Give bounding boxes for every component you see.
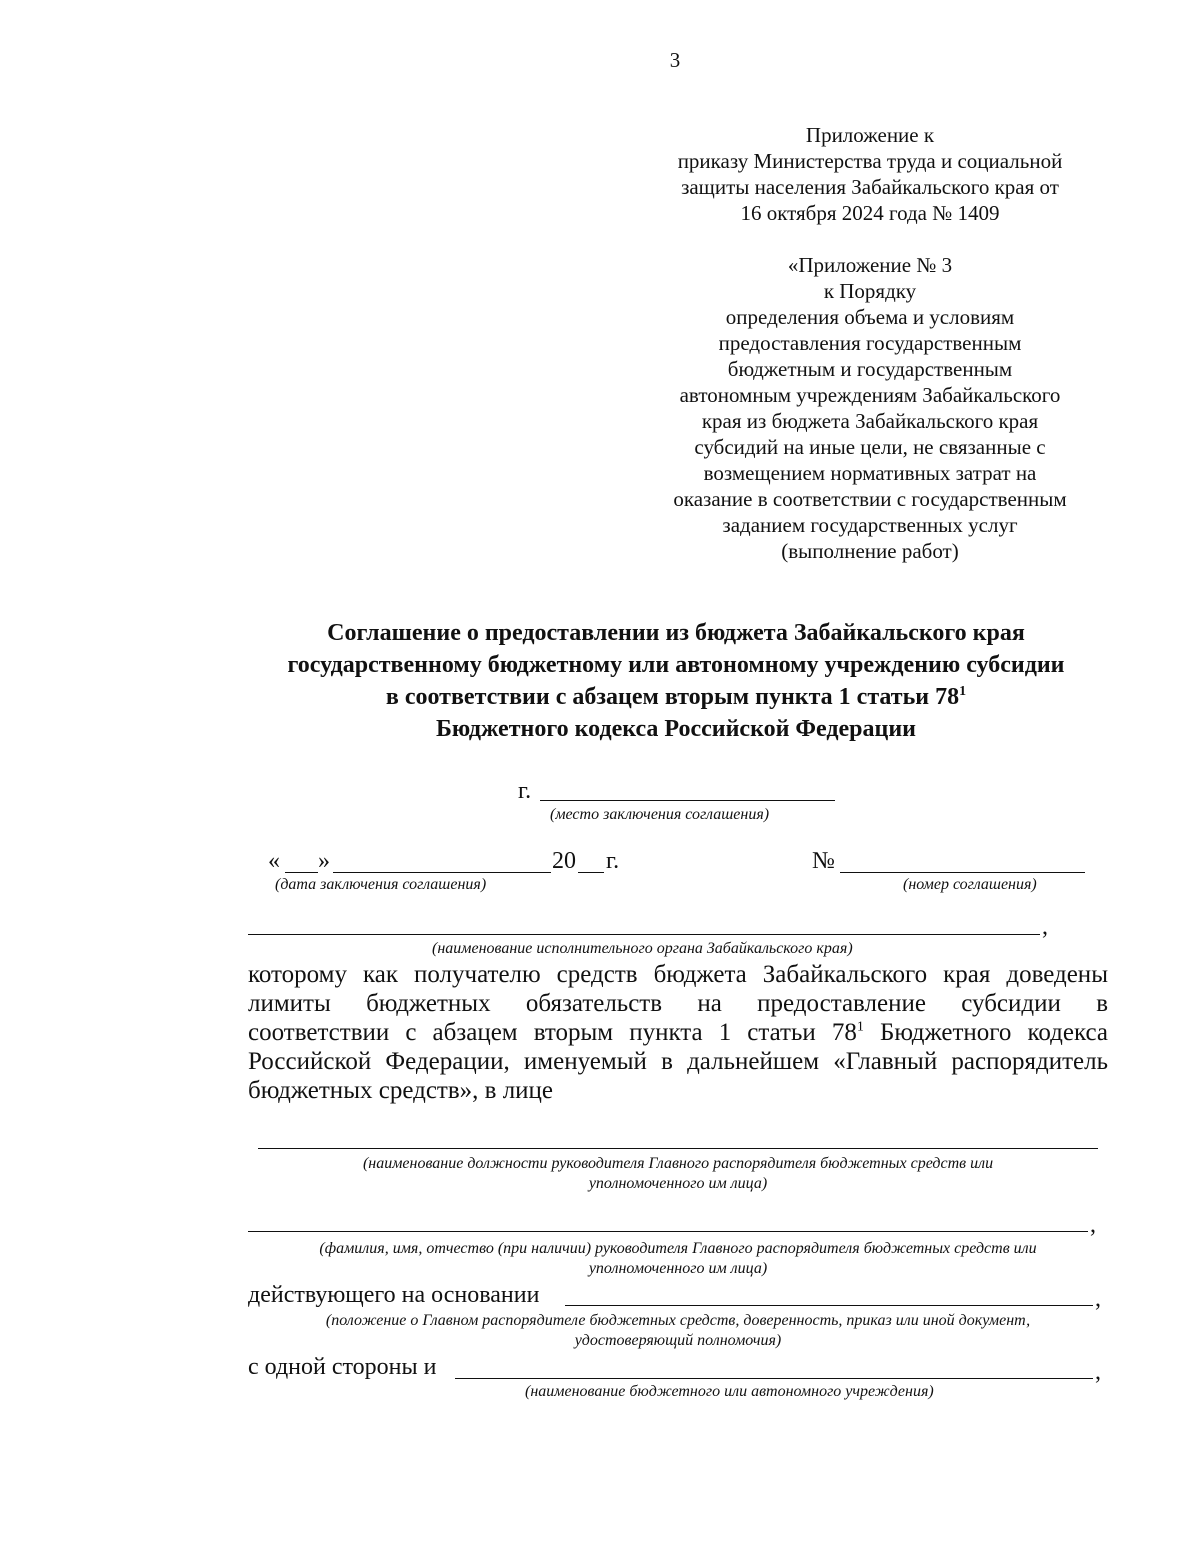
name-comma: , xyxy=(1090,1212,1096,1238)
executive-body-field[interactable] xyxy=(248,934,1040,935)
appendix-3-line: заданием государственных услуг xyxy=(722,513,1018,537)
basis-label: действующего на основании xyxy=(248,1282,540,1308)
appendix-3-line: «Приложение № 3 xyxy=(787,253,953,277)
paragraph-line: Российской Федерации, именуемый в дальнейшем «Главный распорядитель xyxy=(248,1048,1108,1075)
appendix-header-line: приказу Министерства труда и социальной xyxy=(677,149,1063,173)
appendix-3-line: субсидий на иные цели, не связанные с xyxy=(694,435,1046,459)
appendix-3-line: к Порядку xyxy=(823,279,917,303)
position-field[interactable] xyxy=(258,1148,1098,1149)
date-close-quote: » xyxy=(318,848,330,874)
date-year-suffix: г. xyxy=(606,848,620,874)
date-day-field[interactable] xyxy=(285,872,318,873)
appendix-3-line: края из бюджета Забайкальского края xyxy=(701,409,1039,433)
title-line: Бюджетного кодекса Российской Федерации xyxy=(435,716,916,742)
appendix-header-line: 16 октября 2024 года № 1409 xyxy=(740,201,1000,225)
appendix-header-line: Приложение к xyxy=(805,123,935,147)
place-field[interactable] xyxy=(540,800,835,801)
name-caption-line2: уполномоченного им лица) xyxy=(588,1260,768,1277)
paragraph-superscript: 1 xyxy=(856,1019,864,1035)
basis-comma: , xyxy=(1095,1286,1101,1312)
name-field[interactable] xyxy=(248,1231,1088,1232)
date-month-field[interactable] xyxy=(333,872,551,873)
institution-comma: , xyxy=(1095,1359,1101,1385)
institution-field[interactable] xyxy=(455,1378,1093,1379)
date-year-prefix: 20 xyxy=(552,848,576,874)
position-caption-line2: уполномоченного им лица) xyxy=(588,1175,768,1192)
basis-caption-line1: (положение о Главном распорядителе бюджетных средств, доверенность, приказ или иной документ, xyxy=(325,1312,1031,1329)
number-field[interactable] xyxy=(840,872,1085,873)
number-symbol: № xyxy=(812,848,835,874)
number-caption: (номер соглашения) xyxy=(903,876,1037,893)
paragraph-line: лимиты бюджетных обязательств на предоставление субсидии в xyxy=(248,990,1108,1017)
place-prefix: г. xyxy=(518,778,532,804)
paragraph-line: которому как получателю средств бюджета Забайкальского края доведены xyxy=(248,961,1108,988)
appendix-header-line: защиты населения Забайкальского края от xyxy=(681,175,1059,199)
paragraph-line: бюджетных средств», в лице xyxy=(248,1077,554,1104)
date-caption: (дата заключения соглашения) xyxy=(275,876,487,893)
appendix-3-line: возмещением нормативных затрат на xyxy=(703,461,1037,485)
appendix-3-line: определения объема и условиям xyxy=(725,305,1015,329)
basis-field[interactable] xyxy=(565,1305,1093,1306)
appendix-3-line: (выполнение работ) xyxy=(781,539,959,563)
institution-caption: (наименование бюджетного или автономного учреждения) xyxy=(525,1383,934,1400)
document-title xyxy=(200,617,1152,745)
name-caption-line1: (фамилия, имя, отчество (при наличии) руководителя Главного распорядителя бюджетных средств или xyxy=(319,1240,1037,1257)
executive-body-comma: , xyxy=(1042,914,1048,940)
appendix-3-line: предоставления государственным xyxy=(718,331,1022,355)
title-line: Соглашение о предоставлении из бюджета Забайкальского края xyxy=(327,620,1025,646)
appendix-3-line: автономным учреждениям Забайкальского xyxy=(679,383,1061,407)
side-label: с одной стороны и xyxy=(248,1354,437,1380)
title-line xyxy=(200,681,1152,713)
paragraph-line-text: соответствии с абзацем вторым пункта 1 статьи 78 xyxy=(248,1019,857,1046)
main-paragraph xyxy=(248,960,1108,1105)
date-year-field[interactable] xyxy=(578,872,604,873)
appendix-3-header xyxy=(640,252,1100,564)
position-caption-line1: (наименование должности руководителя Главного распорядителя бюджетных средств или xyxy=(362,1155,994,1172)
appendix-3-line: оказание в соответствии с государственным xyxy=(673,487,1067,511)
date-open-quote: « xyxy=(268,848,280,874)
basis-caption-line2: удостоверяющий полномочия) xyxy=(574,1332,782,1349)
title-line: государственному бюджетному или автономному учреждению субсидии xyxy=(287,652,1065,678)
page-number: 3 xyxy=(669,48,681,72)
place-caption: (место заключения соглашения) xyxy=(550,806,770,823)
appendix-header xyxy=(640,122,1100,226)
appendix-3-line: бюджетным и государственным xyxy=(727,357,1013,381)
title-line-text: в соответствии с абзацем вторым пункта 1 статьи 78 xyxy=(385,684,960,710)
paragraph-line-text: Бюджетного кодекса xyxy=(863,1019,1109,1046)
executive-body-caption: (наименование исполнительного органа Забайкальского края) xyxy=(432,940,853,957)
paragraph-line xyxy=(248,1018,1108,1047)
title-superscript: 1 xyxy=(959,684,967,699)
